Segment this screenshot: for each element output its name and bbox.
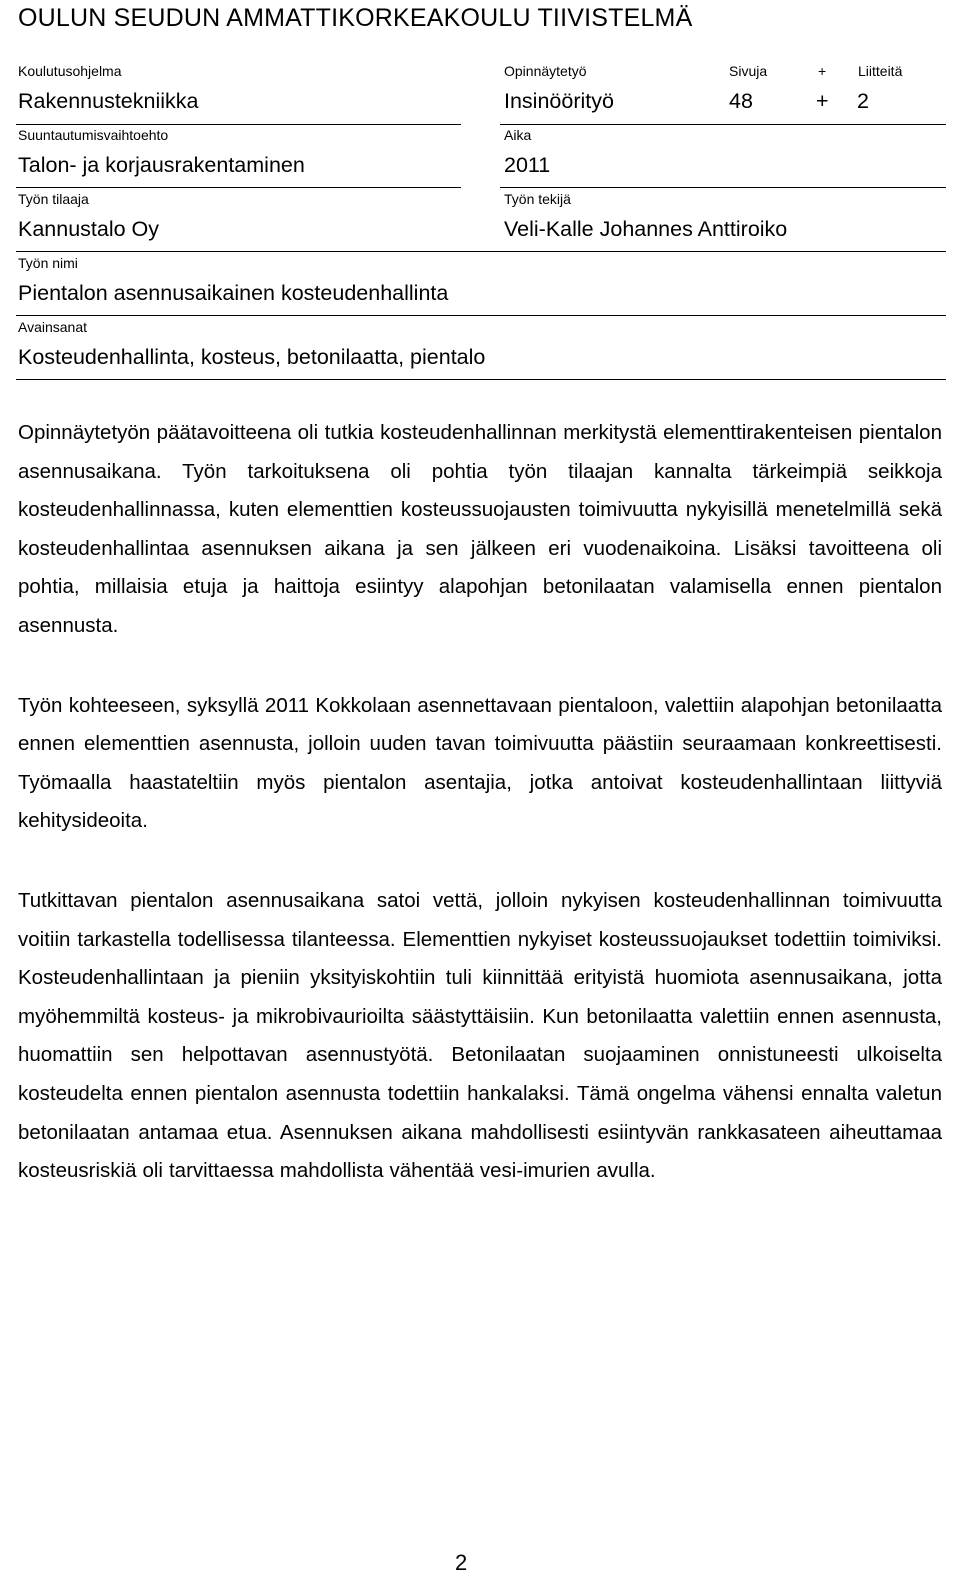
divider-line bbox=[500, 187, 946, 188]
value-suuntautumisvaihtoehto: Talon- ja korjausrakentaminen bbox=[18, 153, 305, 177]
value-tyon-tilaaja: Kannustalo Oy bbox=[18, 217, 160, 241]
value-avainsanat: Kosteudenhallinta, kosteus, betonilaatta, pientalo bbox=[18, 345, 486, 369]
value-koulutusohjelma: Rakennustekniikka bbox=[18, 89, 199, 113]
label-tyon-nimi: Työn nimi bbox=[18, 255, 78, 271]
divider-line bbox=[16, 187, 461, 188]
label-liitteita: Liitteitä bbox=[858, 63, 903, 79]
page-number: 2 bbox=[455, 1550, 468, 1575]
divider-line bbox=[16, 124, 461, 125]
value-plus: + bbox=[816, 89, 829, 113]
value-liitteita: 2 bbox=[857, 89, 869, 113]
value-tyon-nimi: Pientalon asennusaikainen kosteudenhallinta bbox=[18, 281, 449, 305]
value-sivuja: 48 bbox=[729, 89, 753, 113]
value-tyon-tekija: Veli-Kalle Johannes Anttiroiko bbox=[504, 217, 788, 241]
label-koulutusohjelma: Koulutusohjelma bbox=[18, 63, 122, 79]
label-aika: Aika bbox=[504, 127, 532, 143]
divider-line bbox=[500, 124, 946, 125]
divider-line bbox=[16, 251, 946, 252]
divider-line bbox=[16, 315, 946, 316]
abstract-paragraph: Työn kohteeseen, syksyllä 2011 Kokkolaan asennettavaan pientaloon, valettiin alapohjan betonilaatta ennen elementtien asennusta, jolloin uuden tavan toimivuutta päästiin seuraamaan konkreettisesti. Työmaalla haastateltiin myös pientalon asentajia, jotka antoivat kosteudenhallintaan liittyviä kehitysideoita. bbox=[18, 693, 942, 833]
divider-line bbox=[16, 379, 946, 380]
abstract-body bbox=[18, 414, 942, 1191]
label-avainsanat: Avainsanat bbox=[18, 319, 88, 335]
value-opinnaytetyo: Insinöörityö bbox=[504, 89, 614, 113]
value-aika: 2011 bbox=[504, 153, 551, 177]
label-suuntautumisvaihtoehto: Suuntautumisvaihtoehto bbox=[18, 127, 169, 143]
abstract-paragraph: Tutkittavan pientalon asennusaikana satoi vettä, jolloin nykyisen kosteudenhallinnan toimivuutta voitiin tarkastella todellisessa tilanteessa. Elementtien nykyiset kosteussuojaukset todettiin toimiviksi. Kosteudenhallintaan ja pieniin yksityiskohtiin tuli kiinnittää erityistä huomiota asennusaikana, jotta myöhemmiltä kosteus- ja mikrobivaurioilta säästyttäisiin. Kun betonilaatta valettiin ennen asennusta, huomattiin sen helpottavan asennustyötä. Betonilaatan suojaaminen onnistuneesti ulkoiselta kosteudelta ennen pientalon asennusta todettiin hankalaksi. Tämä ongelma vähensi ennalta valetun betonilaatan antamaa etua. Asennuksen aikana mahdollisesti esiintyvän rankkasateen aiheuttamaa kosteusriskiä oli tarvittaessa mahdollista vähentää vesi-imurien avulla. bbox=[18, 888, 942, 1183]
label-tyon-tekija: Työn tekijä bbox=[504, 191, 571, 207]
document-title: OULUN SEUDUN AMMATTIKORKEAKOULU TIIVISTELMÄ bbox=[18, 4, 693, 32]
label-tyon-tilaaja: Työn tilaaja bbox=[18, 191, 89, 207]
label-sivuja: Sivuja bbox=[729, 63, 768, 79]
abstract-paragraph: Opinnäytetyön päätavoitteena oli tutkia kosteudenhallinnan merkitystä elementtirakenteisen pientalon asennusaikana. Työn tarkoituksena oli pohtia työn tilaajan kannalta tärkeimpiä seikkoja kosteudenhallinnassa, kuten elementtien kosteussuojausten toimivuutta nykyisillä menetelmillä sekä kosteudenhallintaa asennuksen aikana ja sen jälkeen eri vuodenaikoina. Lisäksi tavoitteena oli pohtia, millaisia etuja ja haittoja esiintyy alapohjan betonilaatan valamisella ennen pientalon asennusta. bbox=[18, 421, 942, 637]
label-plus: + bbox=[818, 63, 827, 79]
label-opinnaytetyo: Opinnäytetyö bbox=[504, 63, 587, 79]
